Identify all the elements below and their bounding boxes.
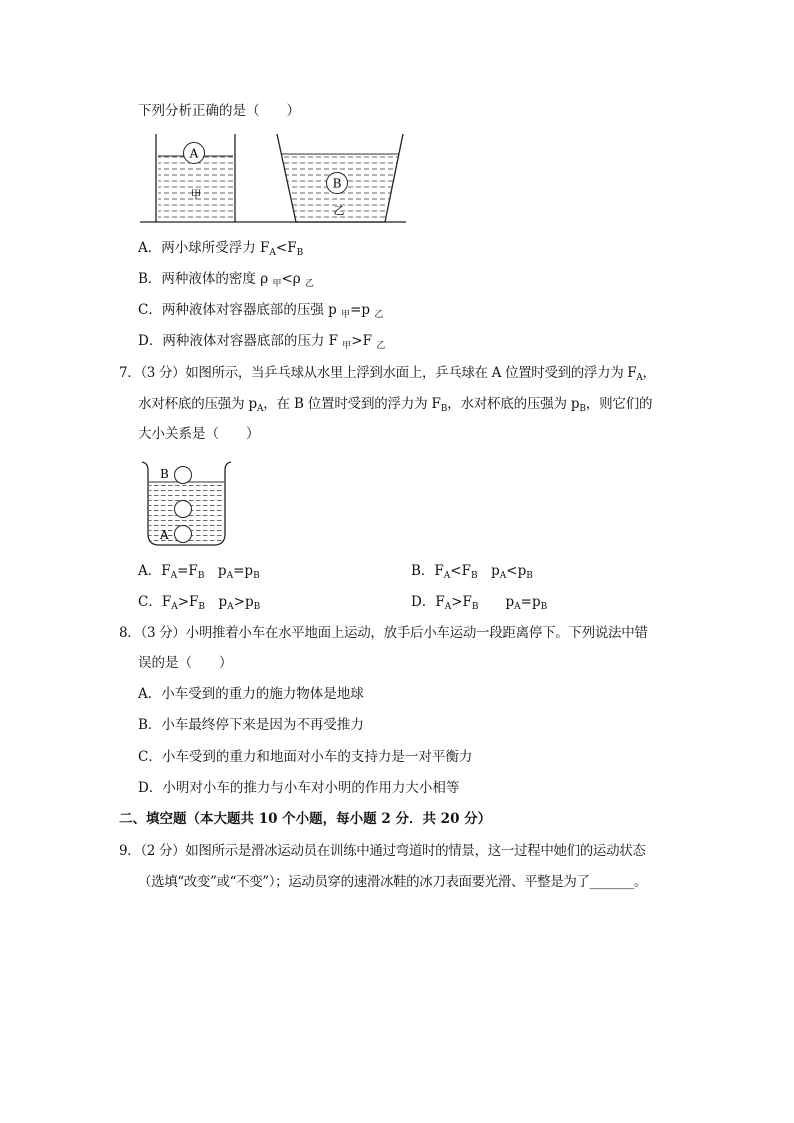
q8-option-d: D．小明对小车的推力与小车对小明的作用力大小相等 [138,780,460,796]
label-a: A [160,528,169,542]
ball-b-label: B [332,176,342,191]
q7-option-b: B．$F_A<F_B$ $p_A<p_B$ [411,563,533,581]
section-2-heading: 二、填空题（本大题共 10 个小题，每小题 2 分．共 20 分） [119,811,492,827]
q7-option-a: A．$F_A=F_B$ $p_A=p_B$ [138,563,260,581]
q8-option-b: B．小车最终停下来是因为不再受推力 [138,717,364,733]
label-b: B [160,467,169,481]
q6-option-c: C．两种液体对容器底部的压强 p $_甲$=p $_乙$ [138,302,384,320]
q6-option-b: B．两种液体的密度 ρ $_甲$<ρ $_乙$ [138,271,315,289]
q7-figure [140,458,236,550]
liquid-jia-label: 甲 [190,188,202,201]
q6-stem: 下列分析正确的是（ ） [138,103,300,119]
ball-middle [175,501,192,518]
q8-line-2: 误的是（ ） [138,655,233,671]
liquid-yi-label: 乙 [333,204,345,217]
q6-figure [140,130,410,226]
q9-line-2: （选填“改变”或“不变”）；运动员穿的速滑冰鞋的冰刀表面要光滑、平整是为了_______。 [138,874,648,890]
q7-line-2: 水对杯底的压强为 $p_A$，在 B 位置时受到的浮力为 $F_B$，水对杯底的压强为 $p_B$，则它们的 [138,396,653,414]
q7-option-d: D．$F_A>F_B$ $p_A=p_B$ [411,594,548,612]
q7-line-1: 7．（3 分）如图所示，当乒乓球从水里上浮到水面上，乒乓球在 A 位置时受到的浮力为 $F_A$， [119,365,656,383]
q7-option-c: C．$F_A>F_B$ $p_A>p_B$ [138,594,261,612]
ball-a-label: A [189,146,199,161]
q8-line-1: 8．（3 分）小明推着小车在水平地面上运动，放手后小车运动一段距离停下。下列说法中错 [119,625,648,641]
q8-option-a: A．小车受到的重力的施力物体是地球 [138,686,364,702]
q8-option-c: C．小车受到的重力和地面对小车的支持力是一对平衡力 [138,749,473,765]
ball-position-a [175,526,192,543]
q7-line-3: 大小关系是（ ） [138,426,260,442]
q6-option-d: D．两种液体对容器底部的压力 F $_甲$>F $_乙$ [138,333,386,351]
q6-option-a: A．两小球所受浮力 $F_A<F_B$ [138,240,304,258]
q9-line-1: 9．（2 分）如图所示是滑冰运动员在训练中通过弯道时的情景，这一过程中她们的运动状态 [119,843,646,859]
ball-position-b [175,467,192,484]
